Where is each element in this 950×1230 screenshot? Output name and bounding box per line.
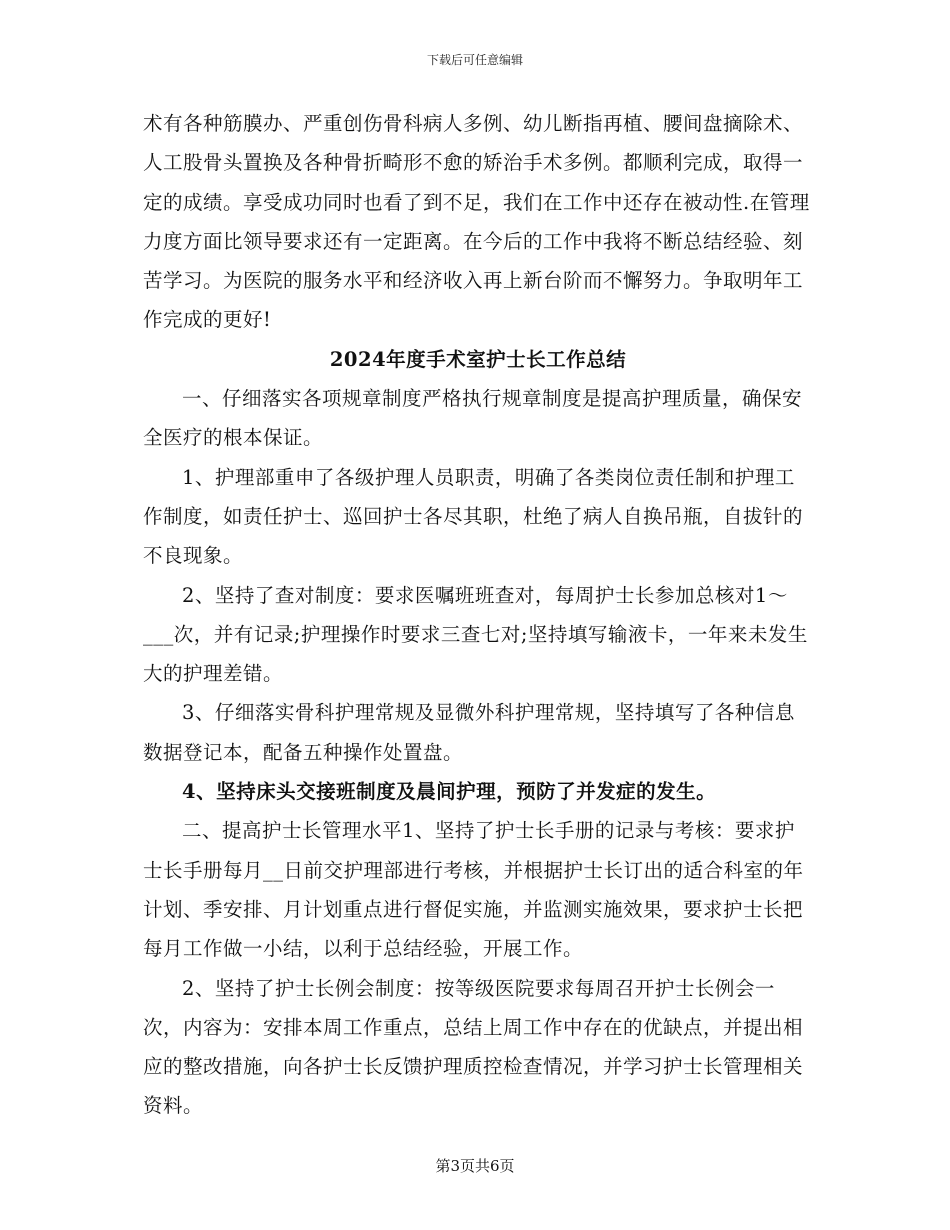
- paragraph-item-1: 1、护理部重申了各级护理人员职责，明确了各类岗位责任制和护理工作制度，如责任护士、巡回护士各尽其职，杜绝了病人自换吊瓶，自拔针的不良现象。: [143, 465, 804, 568]
- document-body: [143, 104, 813, 1126]
- paragraph-meeting: 2、坚持了护士长例会制度：按等级医院要求每周召开护士长例会一次，内容为：安排本周工作重点，总结上周工作中存在的优缺点，并提出相应的整改措施，向各护士长反馈护理质控检查情况，并学习护士长管理相关资料。: [143, 976, 804, 1118]
- section-title: 2024年度手术室护士长工作总结: [329, 347, 627, 371]
- paragraph-item-3: 3、仔细落实骨科护理常规及显微外科护理常规，坚持填写了各种信息数据登记本，配备五种操作处置盘。: [143, 701, 795, 764]
- paragraph-item-2: 2、坚持了查对制度：要求医嘱班班查对，每周护士长参加总核对1～___次，并有记录;护理操作时要求三查七对;坚持填写输液卡，一年来未发生大的护理差错。: [143, 583, 808, 686]
- paragraph-continuation: 术有各种筋膜办、严重创伤骨科病人多例、幼儿断指再植、腰间盘摘除术、人工股骨头置换及各种骨折畸形不愈的矫治手术多例。都顺利完成，取得一定的成绩。享受成功同时也看了到不足，我们在工作中还存在被动性.在管理力度方面比领导要求还有一定距离。在今后的工作中我将不断总结经验、刻苦学习。为医院的服务水平和经济收入再上新台阶而不懈努力。争取明年工作完成的更好!: [143, 112, 810, 332]
- page-header-note: 下载后可任意编辑: [426, 53, 523, 67]
- paragraph-item-4: 4、坚持床头交接班制度及晨间护理，预防了并发症的发生。: [182, 780, 717, 804]
- page-number: 第3页共6页: [435, 1157, 515, 1175]
- paragraph-management: 二、提高护士长管理水平1、坚持了护士长手册的记录与考核：要求护士长手册每月__日前交护理部进行考核，并根据护士长订出的适合科室的年计划、季安排、月计划重点进行督促实施，并监测实施效果，要求护士长把每月工作做一小结，以利于总结经验，开展工作。: [143, 819, 804, 961]
- paragraph-regulations: 一、仔细落实各项规章制度严格执行规章制度是提高护理质量，确保安全医疗的根本保证。: [143, 387, 803, 450]
